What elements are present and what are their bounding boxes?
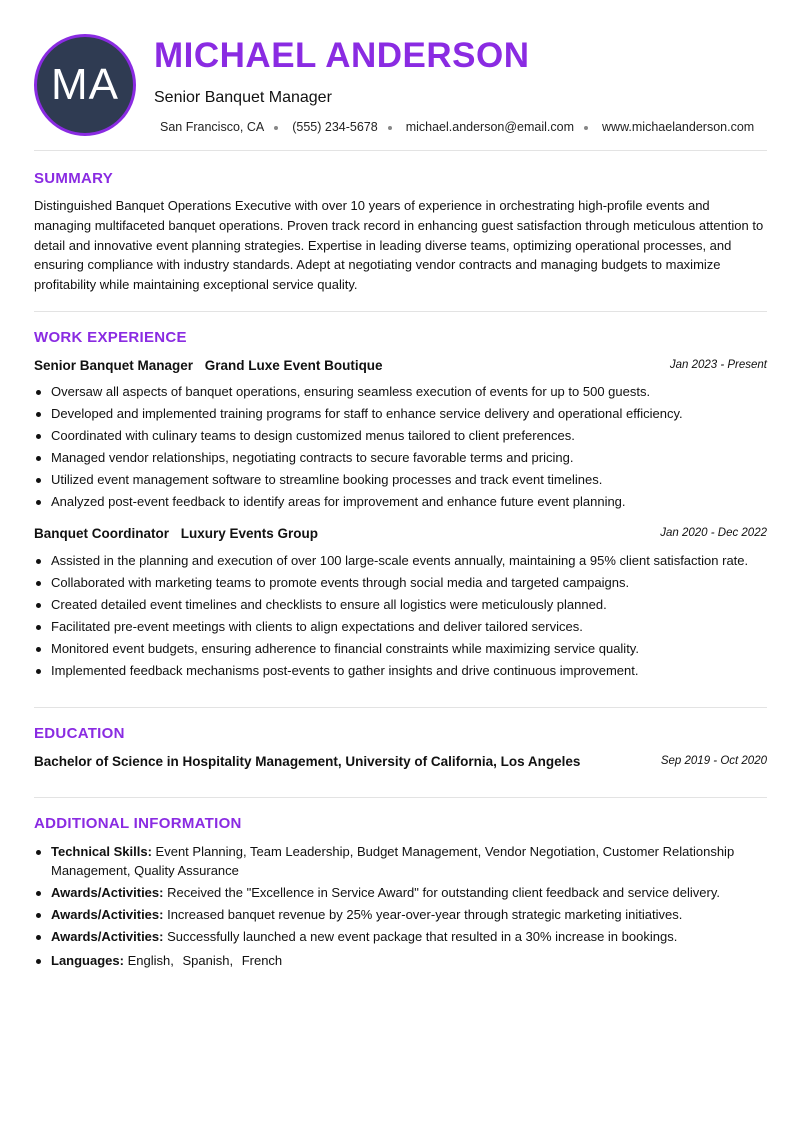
list-item: Facilitated pre-event meetings with clients to align expectations and deliver tailored services. (34, 619, 774, 635)
info-label: Technical Skills: (51, 844, 152, 859)
list-item (34, 905, 754, 924)
contact-phone: (555) 234-5678 (292, 120, 378, 134)
education-degree: Bachelor of Science in Hospitality Management, University of California, Los Angeles (34, 754, 581, 769)
avatar (34, 34, 136, 136)
contact-email[interactable]: michael.anderson@email.com (405, 120, 575, 134)
list-item (34, 927, 754, 946)
list-item: Assisted in the planning and execution of over 100 large-scale events annually, maintaining a 95% client satisfaction rate. (34, 553, 774, 569)
job-bullets (34, 553, 774, 685)
separator-dot-icon (388, 126, 392, 130)
section-divider (34, 707, 767, 708)
list-item: Implemented feedback mechanisms post-events to gather insights and drive continuous improvement. (34, 663, 774, 679)
job-role: Banquet Coordinator (34, 526, 169, 541)
job-company: Grand Luxe Event Boutique (204, 358, 383, 373)
info-label: Languages: (51, 953, 124, 968)
additional-list (34, 842, 754, 973)
candidate-title: Senior Banquet Manager (154, 89, 332, 106)
list-item: Oversaw all aspects of banquet operations, ensuring seamless execution of events for up to 500 guests. (34, 384, 774, 400)
summary-text: Distinguished Banquet Operations Executive with over 10 years of experience in orchestrating high-profile events and managing multifaceted banquet operations. Proven track record in enhancing guest satisfaction through meticulous attention to detail and innovative event planning strategies. Expertise in leading diverse teams, optimizing operational processes, and ensuring compliance with industry standards. Adept at negotiating vendor contracts and managing budgets to maximize profitability while maintaining exceptional service quality. (34, 198, 764, 293)
list-item: Collaborated with marketing teams to promote events through social media and targeted campaigns. (34, 575, 774, 591)
list-item: Utilized event management software to streamline booking processes and track event timelines. (34, 472, 774, 488)
job-company: Luxury Events Group (180, 526, 319, 541)
contact-line (160, 120, 754, 134)
job-bullets (34, 384, 774, 516)
separator-dot-icon (274, 126, 278, 130)
job-role: Senior Banquet Manager (34, 358, 194, 373)
list-item: Created detailed event timelines and checklists to ensure all logistics were meticulously planned. (34, 597, 774, 613)
language-item: English, (127, 953, 174, 968)
job-header (34, 358, 767, 376)
additional-heading: ADDITIONAL INFORMATION (34, 815, 242, 832)
language-item: Spanish, (182, 953, 234, 968)
list-item (34, 951, 754, 970)
education-heading: EDUCATION (34, 725, 125, 742)
job-dates: Jan 2020 - Dec 2022 (660, 527, 767, 539)
education-entry (34, 754, 767, 772)
info-label: Awards/Activities: (51, 885, 164, 900)
section-divider (34, 150, 767, 151)
list-item: Managed vendor relationships, negotiating contracts to secure favorable terms and pricing. (34, 450, 774, 466)
info-label: Awards/Activities: (51, 907, 164, 922)
info-text: Successfully launched a new event package that resulted in a 30% increase in bookings. (167, 929, 678, 944)
candidate-name: MICHAEL ANDERSON (154, 36, 530, 75)
info-text: Increased banquet revenue by 25% year-over-year through strategic marketing initiatives. (167, 907, 683, 922)
contact-website[interactable]: www.michaelanderson.com (602, 120, 755, 134)
section-divider (34, 797, 767, 798)
list-item (34, 883, 754, 902)
job-dates: Jan 2023 - Present (669, 359, 767, 371)
experience-heading: WORK EXPERIENCE (34, 329, 187, 346)
list-item: Monitored event budgets, ensuring adherence to financial constraints while maximizing service quality. (34, 641, 774, 657)
avatar-initials: MA (51, 60, 119, 109)
job-header (34, 526, 767, 544)
section-divider (34, 311, 767, 312)
info-label: Awards/Activities: (51, 929, 164, 944)
education-dates: Sep 2019 - Oct 2020 (660, 755, 767, 767)
language-item: French (241, 953, 283, 968)
info-text: Event Planning, Team Leadership, Budget Management, Vendor Negotiation, Customer Relationship Management, Quality Assurance (51, 844, 735, 878)
list-item (34, 842, 754, 880)
summary-heading: SUMMARY (34, 170, 114, 187)
list-item: Coordinated with culinary teams to design customized menus tailored to client preferences. (34, 428, 774, 444)
list-item: Developed and implemented training programs for staff to enhance service delivery and operational efficiency. (34, 406, 774, 422)
contact-location: San Francisco, CA (160, 120, 265, 134)
info-text: Received the "Excellence in Service Award" for outstanding client feedback and service delivery. (167, 885, 720, 900)
separator-dot-icon (584, 126, 588, 130)
list-item: Analyzed post-event feedback to identify areas for improvement and enhance future event planning. (34, 494, 774, 510)
